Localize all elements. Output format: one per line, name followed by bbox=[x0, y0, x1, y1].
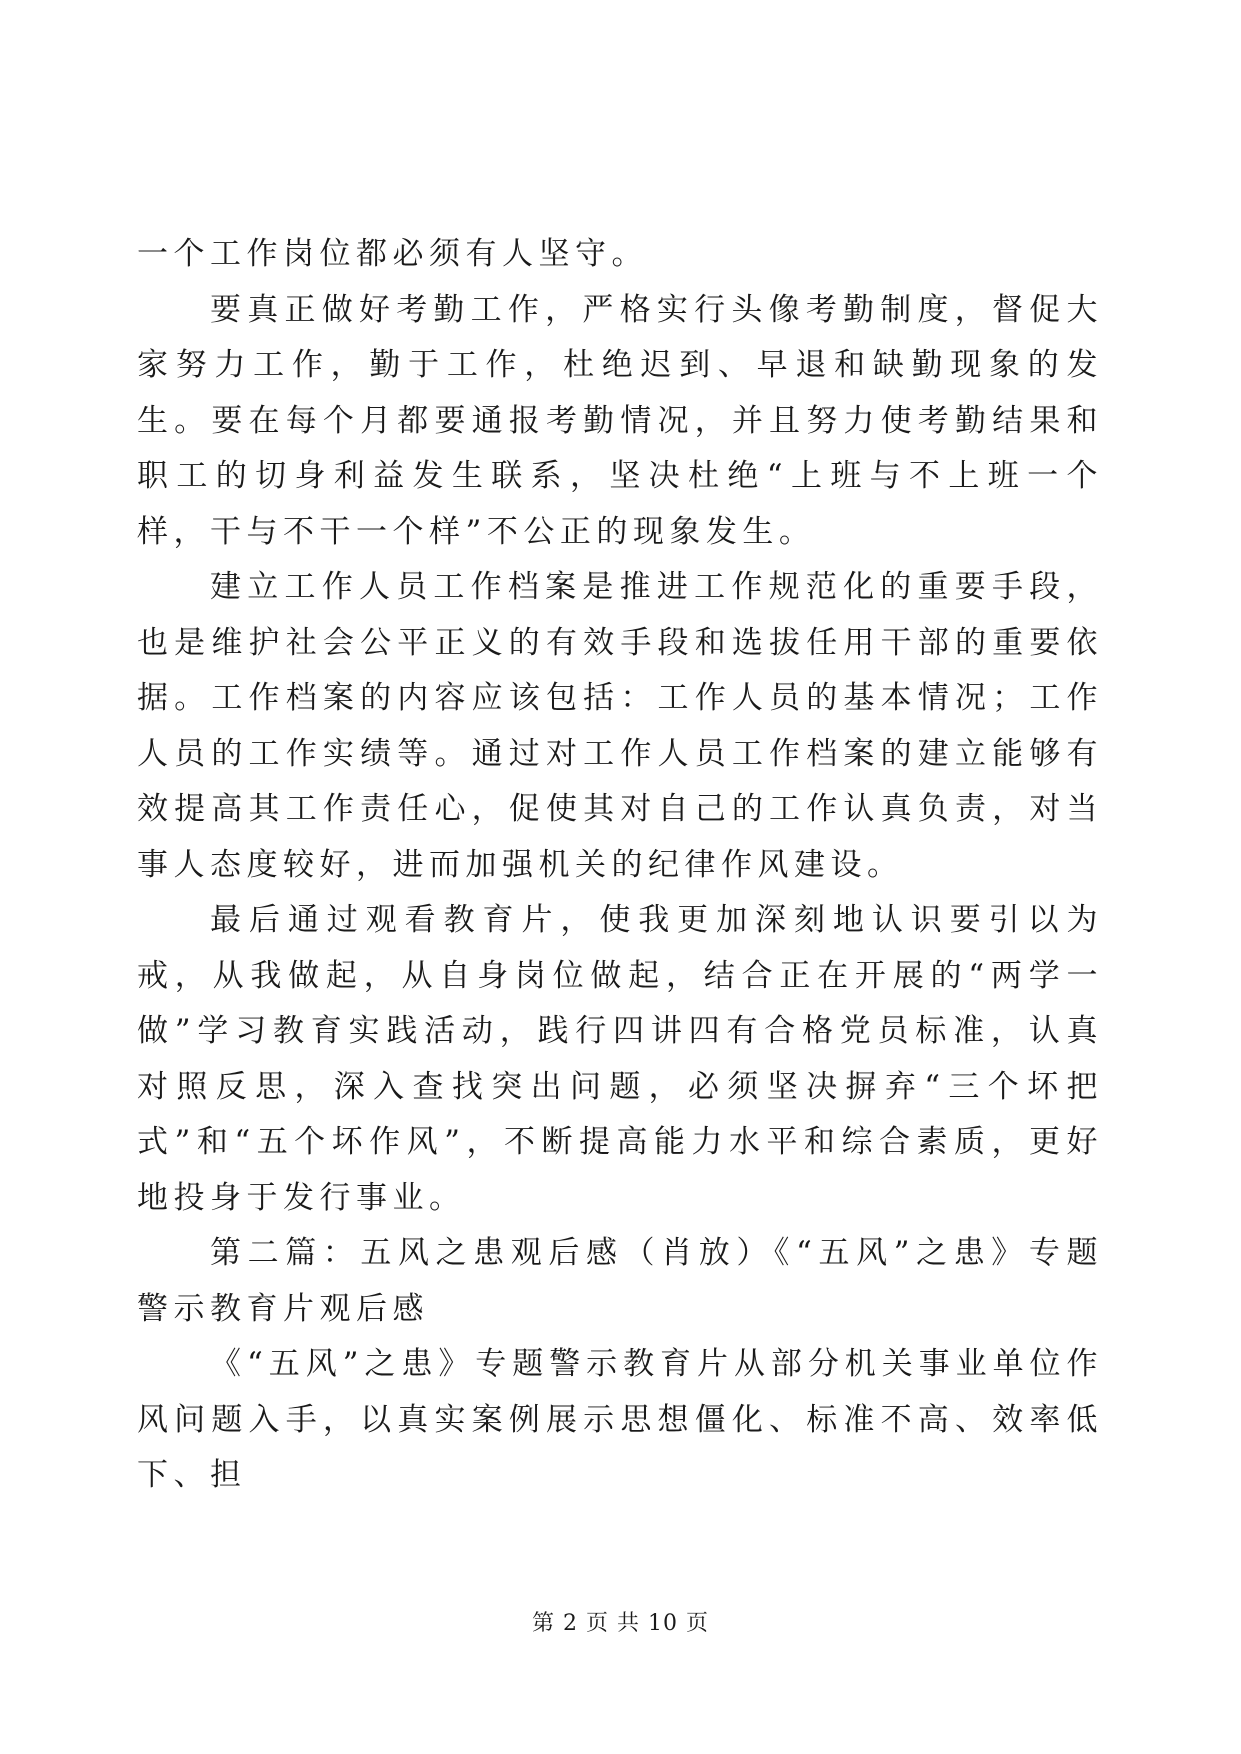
paragraph-1: 一个工作岗位都必须有人坚守。 bbox=[137, 236, 648, 272]
paragraph-5: 《“五风”之患》专题警示教育片从部分机关事业单位作风问题入手，以真实案例展示思想僵化、标准不高、效率低下、担 bbox=[137, 1346, 1103, 1493]
document-body bbox=[137, 227, 1103, 1504]
paragraph-3: 建立工作人员工作档案是推进工作规范化的重要手段，也是维护社会公平正义的有效手段和选拔任用干部的重要依据。工作档案的内容应该包括：工作人员的基本情况；工作人员的工作实绩等。通过对工作人员工作档案的建立能够有效提高其工作责任心，促使其对自己的工作认真负责，对当事人态度较好，进而加强机关的纪律作风建设。 bbox=[137, 569, 1103, 883]
paragraph-4: 最后通过观看教育片，使我更加深刻地认识要引以为戒，从我做起，从自身岗位做起，结合正在开展的“两学一做”学习教育实践活动，践行四讲四有合格党员标准，认真对照反思，深入查找突出问题，必须坚决摒弃“三个坏把式”和“五个坏作风”，不断提高能力水平和综合素质，更好地投身于发行事业。 bbox=[137, 902, 1103, 1216]
section-heading: 第二篇：五风之患观后感（肖放）《“五风”之患》专题警示教育片观后感 bbox=[137, 1235, 1103, 1327]
paragraph-2: 要真正做好考勤工作，严格实行头像考勤制度，督促大家努力工作，勤于工作，杜绝迟到、早退和缺勤现象的发生。要在每个月都要通报考勤情况，并且努力使考勤结果和职工的切身利益发生联系，坚决杜绝“上班与不上班一个样，干与不干一个样”不公正的现象发生。 bbox=[137, 291, 1103, 550]
page-number-footer: 第 2 页 共 10 页 bbox=[532, 1611, 709, 1636]
